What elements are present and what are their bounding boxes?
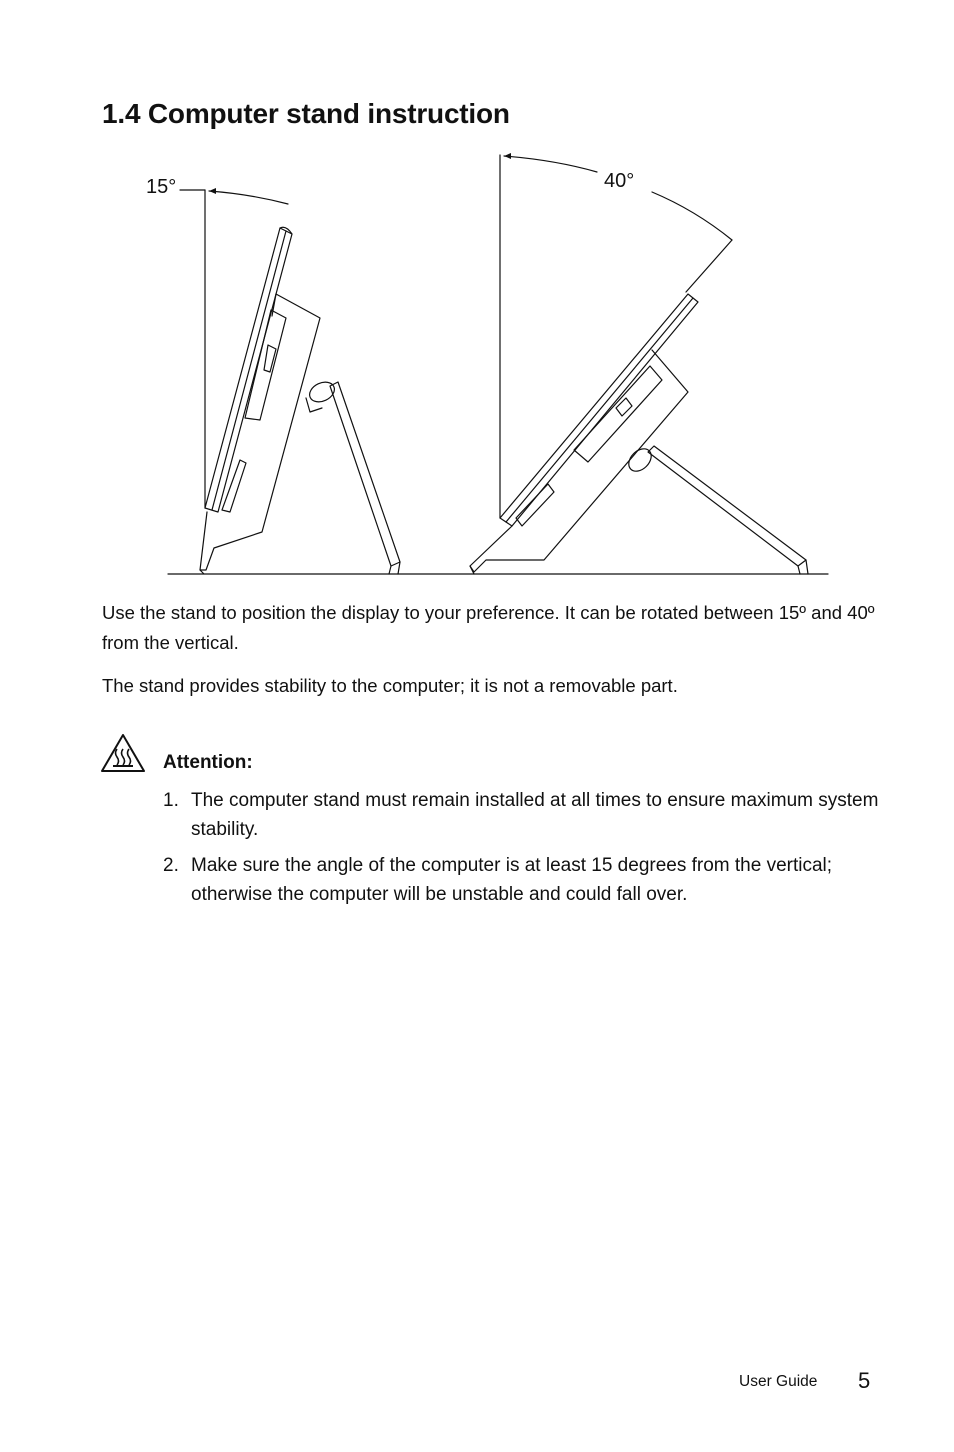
list-item <box>163 786 883 844</box>
attention-heading: Attention: <box>163 752 253 773</box>
angle-label-40: 40° <box>604 170 635 192</box>
description-paragraph: Use the stand to position the display to your preference. It can be rotated between 15º and 40º from the vertical. <box>102 602 875 653</box>
footer-label: User Guide <box>739 1373 818 1390</box>
page-number: 5 <box>858 1368 871 1393</box>
page-title: 1.4 Computer stand instruction <box>102 98 510 129</box>
computer-40-degree <box>470 153 808 574</box>
list-item-number: 1. <box>163 790 179 811</box>
attention-list <box>163 786 883 909</box>
stand-angle-diagram <box>0 0 954 600</box>
angle-label-15: 15° <box>146 176 177 198</box>
list-item-number: 2. <box>163 855 179 876</box>
hot-surface-warning-icon <box>100 732 146 774</box>
computer-15-degree <box>180 188 400 574</box>
stability-paragraph: The stand provides stability to the computer; it is not a removable part. <box>102 675 678 696</box>
list-item-text: Make sure the angle of the computer is at least 15 degrees from the vertical; otherwise the computer will be unstable and could fall over. <box>191 855 833 905</box>
list-item <box>163 851 883 909</box>
list-item-text: The computer stand must remain installed at all times to ensure maximum system stability. <box>191 790 879 840</box>
